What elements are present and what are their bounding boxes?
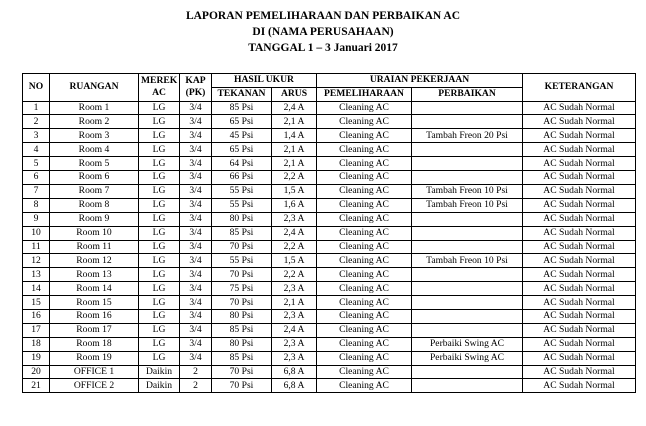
- cell-pemeliharaan: Cleaning AC: [317, 115, 412, 129]
- cell-tekanan: 65 Psi: [212, 115, 272, 129]
- cell-kap: 3/4: [180, 351, 212, 365]
- header-kap: KAP (PK): [180, 74, 212, 102]
- cell-pemeliharaan: Cleaning AC: [317, 254, 412, 268]
- table-row: [23, 101, 636, 115]
- cell-keterangan: AC Sudah Normal: [523, 365, 636, 379]
- cell-ruangan: OFFICE 1: [50, 365, 139, 379]
- cell-pemeliharaan: Cleaning AC: [317, 296, 412, 310]
- header-perbaikan: PERBAIKAN: [412, 87, 523, 101]
- maintenance-table: [22, 73, 636, 393]
- cell-perbaikan: [412, 240, 523, 254]
- table-row: [23, 240, 636, 254]
- cell-pemeliharaan: Cleaning AC: [317, 268, 412, 282]
- cell-kap: 3/4: [180, 129, 212, 143]
- cell-no: 5: [23, 157, 50, 171]
- cell-merek: LG: [139, 184, 180, 198]
- cell-merek: LG: [139, 240, 180, 254]
- cell-pemeliharaan: Cleaning AC: [317, 226, 412, 240]
- cell-merek: LG: [139, 337, 180, 351]
- cell-tekanan: 70 Psi: [212, 240, 272, 254]
- cell-no: 2: [23, 115, 50, 129]
- cell-merek: LG: [139, 198, 180, 212]
- cell-perbaikan: [412, 171, 523, 185]
- cell-ruangan: Room 1: [50, 101, 139, 115]
- cell-tekanan: 55 Psi: [212, 254, 272, 268]
- cell-pemeliharaan: Cleaning AC: [317, 351, 412, 365]
- cell-pemeliharaan: Cleaning AC: [317, 101, 412, 115]
- cell-tekanan: 55 Psi: [212, 184, 272, 198]
- cell-perbaikan: [412, 379, 523, 393]
- cell-tekanan: 85 Psi: [212, 323, 272, 337]
- cell-merek: Daikin: [139, 379, 180, 393]
- cell-keterangan: AC Sudah Normal: [523, 157, 636, 171]
- cell-pemeliharaan: Cleaning AC: [317, 323, 412, 337]
- cell-arus: 2,3 A: [272, 351, 317, 365]
- cell-perbaikan: Tambah Freon 10 Psi: [412, 254, 523, 268]
- table-row: [23, 379, 636, 393]
- table-row: [23, 212, 636, 226]
- cell-pemeliharaan: Cleaning AC: [317, 240, 412, 254]
- cell-tekanan: 70 Psi: [212, 296, 272, 310]
- table-row: [23, 198, 636, 212]
- cell-arus: 1,5 A: [272, 184, 317, 198]
- cell-merek: LG: [139, 323, 180, 337]
- cell-keterangan: AC Sudah Normal: [523, 268, 636, 282]
- cell-no: 12: [23, 254, 50, 268]
- cell-perbaikan: [412, 226, 523, 240]
- cell-pemeliharaan: Cleaning AC: [317, 143, 412, 157]
- cell-arus: 2,3 A: [272, 337, 317, 351]
- cell-arus: 2,2 A: [272, 268, 317, 282]
- cell-perbaikan: [412, 282, 523, 296]
- cell-ruangan: Room 18: [50, 337, 139, 351]
- company-name: DI (NAMA PERUSAHAAN): [252, 26, 394, 38]
- cell-merek: LG: [139, 282, 180, 296]
- cell-pemeliharaan: Cleaning AC: [317, 379, 412, 393]
- cell-tekanan: 64 Psi: [212, 157, 272, 171]
- header-arus: ARUS: [272, 87, 317, 101]
- cell-tekanan: 55 Psi: [212, 198, 272, 212]
- cell-merek: LG: [139, 309, 180, 323]
- cell-kap: 3/4: [180, 268, 212, 282]
- cell-keterangan: AC Sudah Normal: [523, 226, 636, 240]
- cell-tekanan: 80 Psi: [212, 337, 272, 351]
- cell-kap: 3/4: [180, 240, 212, 254]
- cell-ruangan: Room 6: [50, 171, 139, 185]
- cell-tekanan: 85 Psi: [212, 226, 272, 240]
- cell-tekanan: 75 Psi: [212, 282, 272, 296]
- cell-kap: 3/4: [180, 212, 212, 226]
- cell-tekanan: 45 Psi: [212, 129, 272, 143]
- cell-ruangan: Room 12: [50, 254, 139, 268]
- table-row: [23, 184, 636, 198]
- cell-pemeliharaan: Cleaning AC: [317, 171, 412, 185]
- cell-perbaikan: [412, 143, 523, 157]
- cell-merek: LG: [139, 129, 180, 143]
- cell-kap: 3/4: [180, 254, 212, 268]
- cell-no: 9: [23, 212, 50, 226]
- cell-perbaikan: [412, 101, 523, 115]
- cell-ruangan: Room 3: [50, 129, 139, 143]
- cell-perbaikan: Tambah Freon 10 Psi: [412, 198, 523, 212]
- cell-ruangan: Room 13: [50, 268, 139, 282]
- cell-arus: 2,1 A: [272, 115, 317, 129]
- cell-merek: LG: [139, 226, 180, 240]
- cell-kap: 3/4: [180, 115, 212, 129]
- cell-no: 17: [23, 323, 50, 337]
- cell-tekanan: 66 Psi: [212, 171, 272, 185]
- cell-pemeliharaan: Cleaning AC: [317, 157, 412, 171]
- cell-kap: 3/4: [180, 296, 212, 310]
- cell-perbaikan: [412, 212, 523, 226]
- cell-arus: 2,3 A: [272, 282, 317, 296]
- cell-perbaikan: [412, 115, 523, 129]
- report-header: [0, 8, 646, 56]
- cell-keterangan: AC Sudah Normal: [523, 115, 636, 129]
- cell-perbaikan: [412, 268, 523, 282]
- header-merek: MEREK AC: [139, 74, 180, 102]
- cell-arus: 2,1 A: [272, 296, 317, 310]
- cell-ruangan: Room 11: [50, 240, 139, 254]
- header-keterangan: KETERANGAN: [523, 74, 636, 102]
- table-body: [23, 101, 636, 393]
- cell-ruangan: Room 14: [50, 282, 139, 296]
- cell-tekanan: 85 Psi: [212, 101, 272, 115]
- cell-kap: 3/4: [180, 323, 212, 337]
- table-row: [23, 254, 636, 268]
- cell-perbaikan: [412, 309, 523, 323]
- cell-ruangan: Room 4: [50, 143, 139, 157]
- cell-no: 21: [23, 379, 50, 393]
- cell-perbaikan: [412, 365, 523, 379]
- cell-merek: LG: [139, 254, 180, 268]
- cell-no: 19: [23, 351, 50, 365]
- cell-perbaikan: Tambah Freon 20 Psi: [412, 129, 523, 143]
- header-no: NO: [23, 74, 50, 102]
- cell-tekanan: 80 Psi: [212, 212, 272, 226]
- header-pemeliharaan: PEMELIHARAAN: [317, 87, 412, 101]
- table-row: [23, 226, 636, 240]
- cell-keterangan: AC Sudah Normal: [523, 129, 636, 143]
- cell-perbaikan: [412, 323, 523, 337]
- cell-ruangan: Room 8: [50, 198, 139, 212]
- cell-pemeliharaan: Cleaning AC: [317, 337, 412, 351]
- cell-no: 4: [23, 143, 50, 157]
- report-title: LAPORAN PEMELIHARAAN DAN PERBAIKAN AC: [185, 10, 461, 22]
- cell-pemeliharaan: Cleaning AC: [317, 309, 412, 323]
- cell-keterangan: AC Sudah Normal: [523, 101, 636, 115]
- cell-tekanan: 70 Psi: [212, 268, 272, 282]
- cell-ruangan: Room 5: [50, 157, 139, 171]
- cell-merek: LG: [139, 157, 180, 171]
- cell-arus: 2,4 A: [272, 323, 317, 337]
- table-row: [23, 143, 636, 157]
- cell-tekanan: 85 Psi: [212, 351, 272, 365]
- table-row: [23, 351, 636, 365]
- cell-no: 11: [23, 240, 50, 254]
- cell-merek: LG: [139, 171, 180, 185]
- header-ruangan: RUANGAN: [50, 74, 139, 102]
- cell-keterangan: AC Sudah Normal: [523, 184, 636, 198]
- table-row: [23, 323, 636, 337]
- cell-arus: 2,4 A: [272, 101, 317, 115]
- cell-tekanan: 80 Psi: [212, 309, 272, 323]
- header-hasil-ukur: HASIL UKUR: [212, 74, 317, 88]
- cell-arus: 2,1 A: [272, 143, 317, 157]
- header-tekanan: TEKANAN: [212, 87, 272, 101]
- cell-pemeliharaan: Cleaning AC: [317, 282, 412, 296]
- cell-merek: LG: [139, 268, 180, 282]
- cell-arus: 6,8 A: [272, 365, 317, 379]
- table-row: [23, 129, 636, 143]
- report-date: TANGGAL 1 – 3 Januari 2017: [248, 42, 398, 54]
- cell-kap: 3/4: [180, 226, 212, 240]
- cell-no: 6: [23, 171, 50, 185]
- cell-no: 15: [23, 296, 50, 310]
- cell-keterangan: AC Sudah Normal: [523, 282, 636, 296]
- cell-no: 3: [23, 129, 50, 143]
- cell-tekanan: 65 Psi: [212, 143, 272, 157]
- cell-no: 16: [23, 309, 50, 323]
- cell-keterangan: AC Sudah Normal: [523, 337, 636, 351]
- cell-no: 8: [23, 198, 50, 212]
- table-row: [23, 115, 636, 129]
- cell-kap: 3/4: [180, 282, 212, 296]
- table-row: [23, 365, 636, 379]
- cell-pemeliharaan: Cleaning AC: [317, 212, 412, 226]
- cell-kap: 2: [180, 365, 212, 379]
- cell-no: 1: [23, 101, 50, 115]
- cell-keterangan: AC Sudah Normal: [523, 309, 636, 323]
- cell-tekanan: 70 Psi: [212, 365, 272, 379]
- table-row: [23, 337, 636, 351]
- table-row: [23, 157, 636, 171]
- cell-perbaikan: [412, 296, 523, 310]
- cell-ruangan: Room 16: [50, 309, 139, 323]
- cell-arus: 2,3 A: [272, 212, 317, 226]
- cell-no: 20: [23, 365, 50, 379]
- table-row: [23, 282, 636, 296]
- cell-no: 10: [23, 226, 50, 240]
- cell-kap: 3/4: [180, 171, 212, 185]
- cell-pemeliharaan: Cleaning AC: [317, 129, 412, 143]
- cell-ruangan: OFFICE 2: [50, 379, 139, 393]
- cell-keterangan: AC Sudah Normal: [523, 254, 636, 268]
- cell-tekanan: 70 Psi: [212, 379, 272, 393]
- cell-kap: 3/4: [180, 184, 212, 198]
- header-uraian: URAIAN PEKERJAAN: [317, 74, 523, 88]
- cell-kap: 3/4: [180, 198, 212, 212]
- cell-kap: 3/4: [180, 157, 212, 171]
- cell-perbaikan: Perbaiki Swing AC: [412, 337, 523, 351]
- cell-keterangan: AC Sudah Normal: [523, 143, 636, 157]
- cell-arus: 2,3 A: [272, 309, 317, 323]
- cell-merek: LG: [139, 115, 180, 129]
- cell-merek: LG: [139, 143, 180, 157]
- cell-ruangan: Room 10: [50, 226, 139, 240]
- cell-arus: 2,4 A: [272, 226, 317, 240]
- cell-merek: LG: [139, 296, 180, 310]
- table-row: [23, 171, 636, 185]
- cell-perbaikan: [412, 157, 523, 171]
- cell-merek: LG: [139, 351, 180, 365]
- cell-no: 13: [23, 268, 50, 282]
- table-row: [23, 309, 636, 323]
- table-row: [23, 268, 636, 282]
- cell-keterangan: AC Sudah Normal: [523, 212, 636, 226]
- cell-pemeliharaan: Cleaning AC: [317, 198, 412, 212]
- cell-merek: LG: [139, 101, 180, 115]
- cell-ruangan: Room 17: [50, 323, 139, 337]
- cell-kap: 3/4: [180, 101, 212, 115]
- cell-no: 18: [23, 337, 50, 351]
- cell-arus: 2,2 A: [272, 240, 317, 254]
- cell-keterangan: AC Sudah Normal: [523, 171, 636, 185]
- cell-pemeliharaan: Cleaning AC: [317, 184, 412, 198]
- cell-kap: 3/4: [180, 143, 212, 157]
- cell-arus: 2,2 A: [272, 171, 317, 185]
- cell-arus: 1,4 A: [272, 129, 317, 143]
- cell-kap: 3/4: [180, 337, 212, 351]
- cell-keterangan: AC Sudah Normal: [523, 379, 636, 393]
- cell-pemeliharaan: Cleaning AC: [317, 365, 412, 379]
- cell-ruangan: Room 15: [50, 296, 139, 310]
- cell-keterangan: AC Sudah Normal: [523, 351, 636, 365]
- table-row: [23, 296, 636, 310]
- cell-no: 7: [23, 184, 50, 198]
- cell-keterangan: AC Sudah Normal: [523, 296, 636, 310]
- cell-perbaikan: Perbaiki Swing AC: [412, 351, 523, 365]
- cell-kap: 2: [180, 379, 212, 393]
- cell-keterangan: AC Sudah Normal: [523, 198, 636, 212]
- cell-no: 14: [23, 282, 50, 296]
- cell-merek: LG: [139, 212, 180, 226]
- cell-arus: 1,5 A: [272, 254, 317, 268]
- cell-arus: 6,8 A: [272, 379, 317, 393]
- cell-perbaikan: Tambah Freon 10 Psi: [412, 184, 523, 198]
- cell-arus: 2,1 A: [272, 157, 317, 171]
- cell-keterangan: AC Sudah Normal: [523, 240, 636, 254]
- cell-ruangan: Room 9: [50, 212, 139, 226]
- cell-ruangan: Room 19: [50, 351, 139, 365]
- cell-ruangan: Room 2: [50, 115, 139, 129]
- cell-merek: Daikin: [139, 365, 180, 379]
- cell-keterangan: AC Sudah Normal: [523, 323, 636, 337]
- cell-arus: 1,6 A: [272, 198, 317, 212]
- cell-ruangan: Room 7: [50, 184, 139, 198]
- cell-kap: 3/4: [180, 309, 212, 323]
